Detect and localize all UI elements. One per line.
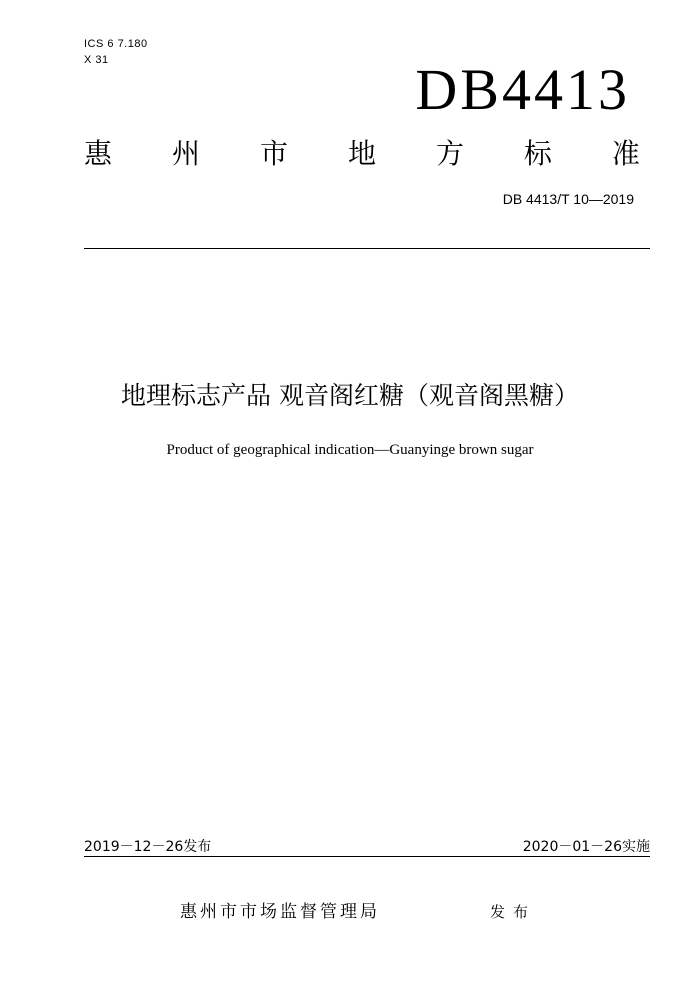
standard-type-char: 方: [435, 137, 464, 170]
classification-codes: [84, 36, 148, 68]
standard-type-char: 地: [347, 137, 376, 170]
standard-type-char: 准: [611, 137, 640, 170]
implement-date: 2020－01－26实施: [522, 839, 650, 855]
publish-date: 2019－12－26发布: [84, 839, 212, 855]
standard-type-char: 州: [171, 137, 200, 170]
standard-code: DB4413: [415, 57, 630, 122]
ics-code: ICS 6 7.180: [84, 38, 148, 50]
standard-type: [84, 134, 640, 174]
standard-type-char: 市: [259, 137, 288, 170]
document-title-zh: 地理标志产品 观音阁红糖（观音阁黑糖）: [121, 381, 579, 410]
document-title-en: Product of geographical indication—Guanyinge brown sugar: [166, 442, 534, 458]
issuing-authority: 惠州市市场监督管理局: [180, 902, 380, 922]
header-divider: [84, 248, 650, 249]
issue-label: 发布: [490, 903, 537, 921]
standard-type-char: 惠: [84, 137, 113, 170]
standard-type-char: 标: [523, 137, 552, 170]
footer-divider: [84, 856, 650, 857]
class-code: X 31: [84, 54, 109, 66]
standard-number: DB 4413/T 10—2019: [502, 191, 634, 207]
